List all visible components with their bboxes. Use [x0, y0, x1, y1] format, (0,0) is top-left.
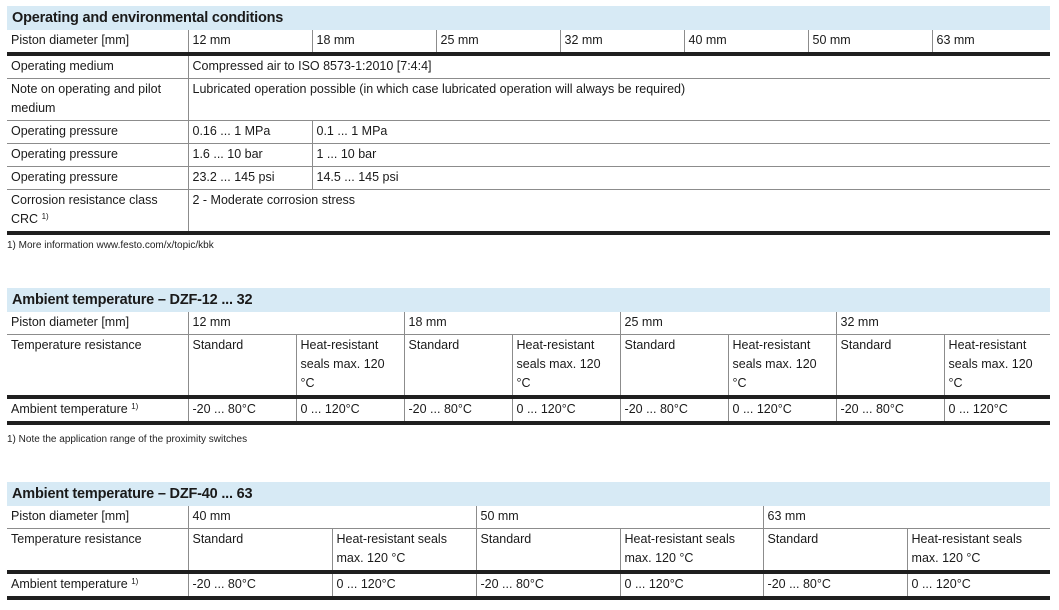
- ambient-temperature-40-63-table: [7, 506, 1050, 600]
- value-cell: -20 ... 80°C: [836, 397, 944, 423]
- value-cell: -20 ... 80°C: [476, 572, 620, 598]
- size-cell: 18 mm: [312, 30, 436, 54]
- value-cell: Heat-resistant seals max. 120 °C: [296, 335, 404, 398]
- value-cell: Heat-resistant seals max. 120 °C: [728, 335, 836, 398]
- table-row: [7, 54, 1050, 79]
- row-label: Piston diameter [mm]: [7, 312, 188, 335]
- row-label: [7, 190, 188, 234]
- footnote-ref: 1): [131, 577, 139, 586]
- section-title-operating-conditions: Operating and environmental conditions: [7, 6, 1050, 30]
- operating-conditions-table: [7, 30, 1050, 235]
- value-cell: Standard: [404, 335, 512, 398]
- value-cell: 1.6 ... 10 bar: [188, 144, 312, 167]
- size-cell: 18 mm: [404, 312, 620, 335]
- value-cell: 0 ... 120°C: [944, 397, 1050, 423]
- table-row: [7, 335, 1050, 398]
- table-row: [7, 572, 1050, 598]
- value-cell: 0 ... 120°C: [332, 572, 476, 598]
- section-title-ambient-40-63: Ambient temperature – DZF-40 ... 63: [7, 482, 1050, 506]
- crc-label: Corrosion resistance class CRC: [11, 193, 158, 226]
- value-cell: Heat-resistant seals max. 120 °C: [907, 529, 1050, 573]
- value-cell: Heat-resistant seals max. 120 °C: [512, 335, 620, 398]
- value-cell: 0.1 ... 1 MPa: [312, 121, 1050, 144]
- value-cell: 14.5 ... 145 psi: [312, 167, 1050, 190]
- row-label: Operating pressure: [7, 144, 188, 167]
- size-cell: 32 mm: [560, 30, 684, 54]
- value-cell: 1 ... 10 bar: [312, 144, 1050, 167]
- row-label: Piston diameter [mm]: [7, 30, 188, 54]
- value-cell: Heat-resistant seals max. 120 °C: [620, 529, 763, 573]
- size-cell: 50 mm: [476, 506, 763, 529]
- table-row: [7, 397, 1050, 423]
- table-row: [7, 79, 1050, 121]
- size-cell: 63 mm: [763, 506, 1050, 529]
- size-cell: 12 mm: [188, 312, 404, 335]
- ambient-label: Ambient temperature: [11, 577, 128, 591]
- footnote-ref: 1): [131, 402, 139, 411]
- value-cell: Compressed air to ISO 8573-1:2010 [7:4:4]: [188, 54, 1050, 79]
- table-row: [7, 190, 1050, 234]
- size-cell: 40 mm: [188, 506, 476, 529]
- ambient-label: Ambient temperature: [11, 402, 128, 416]
- table-row: [7, 506, 1050, 529]
- size-cell: 63 mm: [932, 30, 1050, 54]
- footnote: 1) More information www.festo.com/x/topic/kbk: [7, 240, 214, 251]
- value-cell: Heat-resistant seals max. 120 °C: [944, 335, 1050, 398]
- row-label: Temperature resistance: [7, 335, 188, 398]
- value-cell: Lubricated operation possible (in which case lubricated operation will always be required): [188, 79, 1050, 121]
- value-cell: -20 ... 80°C: [620, 397, 728, 423]
- value-cell: -20 ... 80°C: [763, 572, 907, 598]
- size-cell: 25 mm: [620, 312, 836, 335]
- row-label: [7, 572, 188, 598]
- footnote: 1) Note the application range of the proximity switches: [7, 434, 248, 445]
- value-cell: Heat-resistant seals max. 120 °C: [332, 529, 476, 573]
- value-cell: 23.2 ... 145 psi: [188, 167, 312, 190]
- row-label: Operating pressure: [7, 121, 188, 144]
- value-cell: -20 ... 80°C: [188, 572, 332, 598]
- value-cell: 0 ... 120°C: [620, 572, 763, 598]
- value-cell: 0 ... 120°C: [512, 397, 620, 423]
- row-label: [7, 397, 188, 423]
- value-cell: Standard: [188, 335, 296, 398]
- table-row: [7, 30, 1050, 54]
- table-row: [7, 529, 1050, 573]
- table-row: [7, 312, 1050, 335]
- row-label: Temperature resistance: [7, 529, 188, 573]
- row-label: Operating pressure: [7, 167, 188, 190]
- size-cell: 40 mm: [684, 30, 808, 54]
- value-cell: Standard: [620, 335, 728, 398]
- value-cell: -20 ... 80°C: [188, 397, 296, 423]
- value-cell: -20 ... 80°C: [404, 397, 512, 423]
- size-cell: 12 mm: [188, 30, 312, 54]
- value-cell: Standard: [836, 335, 944, 398]
- value-cell: 0 ... 120°C: [907, 572, 1050, 598]
- size-cell: 32 mm: [836, 312, 1050, 335]
- section-title-ambient-12-32: Ambient temperature – DZF-12 ... 32: [7, 288, 1050, 312]
- footnote-ref: 1): [41, 212, 49, 221]
- size-cell: 50 mm: [808, 30, 932, 54]
- value-cell: Standard: [476, 529, 620, 573]
- row-label: Piston diameter [mm]: [7, 506, 188, 529]
- size-cell: 25 mm: [436, 30, 560, 54]
- table-row: [7, 167, 1050, 190]
- value-cell: 2 - Moderate corrosion stress: [188, 190, 1050, 234]
- row-label: Operating medium: [7, 54, 188, 79]
- row-label: Note on operating and pilot medium: [7, 79, 188, 121]
- value-cell: 0 ... 120°C: [728, 397, 836, 423]
- table-row: [7, 121, 1050, 144]
- value-cell: Standard: [188, 529, 332, 573]
- value-cell: 0 ... 120°C: [296, 397, 404, 423]
- value-cell: 0.16 ... 1 MPa: [188, 121, 312, 144]
- ambient-temperature-12-32-table: [7, 312, 1050, 425]
- table-row: [7, 144, 1050, 167]
- value-cell: Standard: [763, 529, 907, 573]
